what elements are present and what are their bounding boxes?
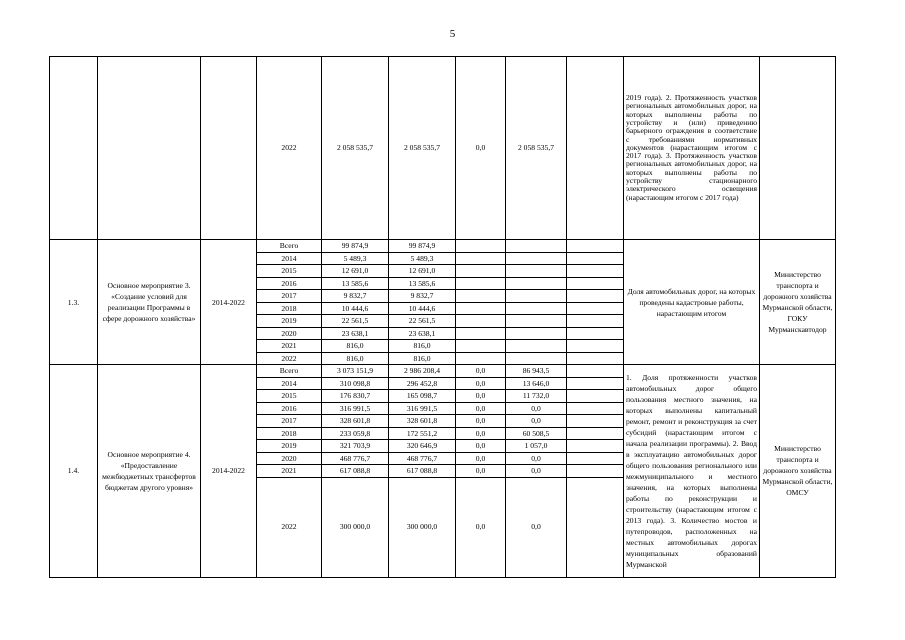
v2-cell: 172 551,2: [389, 427, 456, 440]
empty-cell: [567, 327, 624, 340]
v2-cell: 2 058 535,7: [389, 57, 456, 240]
v2-cell: 5 489,3: [389, 252, 456, 265]
v4-cell: 86 943,5: [506, 365, 567, 378]
empty-cell: [567, 240, 624, 253]
v3-cell: [456, 352, 506, 365]
v2-cell: 300 000,0: [389, 477, 456, 577]
v4-cell: 13 646,0: [506, 377, 567, 390]
year-cell: 2020: [257, 327, 322, 340]
empty-cell: [567, 277, 624, 290]
v4-cell: 0,0: [506, 402, 567, 415]
period-cell: 2014-2022: [201, 240, 257, 365]
year-cell: 2018: [257, 427, 322, 440]
total-cell: 816,0: [322, 340, 389, 353]
table-row: [50, 240, 836, 253]
total-cell: 10 444,6: [322, 302, 389, 315]
empty-cell: [567, 265, 624, 278]
v4-cell: [506, 265, 567, 278]
year-cell: 2020: [257, 452, 322, 465]
empty-cell: [567, 315, 624, 328]
executor-cell: [760, 57, 836, 240]
v3-cell: 0,0: [456, 390, 506, 403]
indicator-cell: 1. Доля протяженности участков автомобильных дорог общего пользования местного значения, на которых выполнены капитальный ремонт, ремонт и реконструкция за счет субсидий (нарастающим итогом с начала реализации программы). 2. Ввод в эксплуатацию автомобильных дорог общего пользования регионального или межмуниципального и местного значения, на которых выполнены работы по реконструкции и строительству (нарастающим итогом с 2013 года). 3. Количество мостов и путепроводов, расположенных на местных автомобильных дорогах муниципальных образований Мурманской: [624, 365, 760, 578]
v2-cell: 2 986 208,4: [389, 365, 456, 378]
year-cell: 2022: [257, 57, 322, 240]
v4-cell: [506, 240, 567, 253]
v2-cell: 468 776,7: [389, 452, 456, 465]
total-cell: 617 088,8: [322, 465, 389, 478]
v3-cell: [456, 265, 506, 278]
v4-cell: 0,0: [506, 452, 567, 465]
v3-cell: 0,0: [456, 365, 506, 378]
year-cell: 2014: [257, 252, 322, 265]
total-cell: 3 073 151,9: [322, 365, 389, 378]
name-cell: [98, 57, 201, 240]
empty-cell: [567, 340, 624, 353]
total-cell: 816,0: [322, 352, 389, 365]
indicator-cell: Доля автомобильных дорог, на которых проведены кадастровые работы, нарастающим итогом: [624, 240, 760, 365]
v4-cell: [506, 252, 567, 265]
year-cell: 2021: [257, 340, 322, 353]
total-cell: 468 776,7: [322, 452, 389, 465]
v2-cell: 320 646,9: [389, 440, 456, 453]
year-cell: 2016: [257, 402, 322, 415]
total-cell: 23 638,1: [322, 327, 389, 340]
total-cell: 328 601,8: [322, 415, 389, 428]
v2-cell: 22 561,5: [389, 315, 456, 328]
v3-cell: [456, 327, 506, 340]
v2-cell: 99 874,9: [389, 240, 456, 253]
year-cell: Всего: [257, 365, 322, 378]
total-cell: 22 561,5: [322, 315, 389, 328]
name-cell: Основное мероприятие 3. «Создание условий для реализации Программы в сфере дорожного хозяйства»: [98, 240, 201, 365]
v4-cell: [506, 315, 567, 328]
name-cell: Основное мероприятие 4. «Предоставление межбюджетных трансфертов бюджетам другого уровня»: [98, 365, 201, 578]
num-cell: 1.4.: [50, 365, 98, 578]
year-cell: 2014: [257, 377, 322, 390]
year-cell: 2021: [257, 465, 322, 478]
total-cell: 310 098,8: [322, 377, 389, 390]
v3-cell: 0,0: [456, 402, 506, 415]
total-cell: 13 585,6: [322, 277, 389, 290]
table-row: [50, 57, 836, 240]
empty-cell: [567, 465, 624, 478]
v2-cell: 23 638,1: [389, 327, 456, 340]
v4-cell: 2 058 535,7: [506, 57, 567, 240]
empty-cell: [567, 252, 624, 265]
year-cell: 2022: [257, 352, 322, 365]
period-cell: [201, 57, 257, 240]
v4-cell: 0,0: [506, 415, 567, 428]
year-cell: Всего: [257, 240, 322, 253]
year-cell: 2018: [257, 302, 322, 315]
empty-cell: [567, 415, 624, 428]
v4-cell: 1 057,0: [506, 440, 567, 453]
empty-cell: [567, 57, 624, 240]
total-cell: 99 874,9: [322, 240, 389, 253]
year-cell: 2015: [257, 265, 322, 278]
v3-cell: 0,0: [456, 415, 506, 428]
v2-cell: 816,0: [389, 352, 456, 365]
total-cell: 176 830,7: [322, 390, 389, 403]
v4-cell: [506, 290, 567, 303]
v4-cell: 0,0: [506, 477, 567, 577]
executor-cell: Министерство транспорта и дорожного хозяйства Мурманской области, ОМСУ: [760, 365, 836, 578]
total-cell: 233 059,8: [322, 427, 389, 440]
v4-cell: [506, 340, 567, 353]
v2-cell: 12 691,0: [389, 265, 456, 278]
year-cell: 2015: [257, 390, 322, 403]
total-cell: 5 489,3: [322, 252, 389, 265]
empty-cell: [567, 290, 624, 303]
total-cell: 2 058 535,7: [322, 57, 389, 240]
year-cell: 2019: [257, 315, 322, 328]
empty-cell: [567, 390, 624, 403]
v4-cell: 60 508,5: [506, 427, 567, 440]
year-cell: 2022: [257, 477, 322, 577]
v2-cell: 10 444,6: [389, 302, 456, 315]
v3-cell: 0,0: [456, 477, 506, 577]
empty-cell: [567, 302, 624, 315]
year-cell: 2017: [257, 290, 322, 303]
v3-cell: 0,0: [456, 465, 506, 478]
v3-cell: [456, 315, 506, 328]
v3-cell: [456, 240, 506, 253]
empty-cell: [567, 377, 624, 390]
total-cell: 316 991,5: [322, 402, 389, 415]
v4-cell: 11 732,0: [506, 390, 567, 403]
page-number: 5: [449, 28, 456, 40]
num-cell: [50, 57, 98, 240]
empty-cell: [567, 352, 624, 365]
table-row: [50, 365, 836, 378]
v2-cell: 816,0: [389, 340, 456, 353]
indicator-cell: 2019 года). 2. Протяженность участков региональных автомобильных дорог, на которых выполнены работы по устройству и (или) приведению барьерного ограждения в соответствие с требованиями нормативных документов (нарастающим итогом с 2017 года). 3. Протяженность участков региональных автомобильных дорог, на которых выполнены работы по устройству стационарного электрического освещения (нарастающим итогом с 2017 года): [624, 57, 760, 240]
total-cell: 300 000,0: [322, 477, 389, 577]
v3-cell: [456, 290, 506, 303]
year-cell: 2017: [257, 415, 322, 428]
v3-cell: [456, 252, 506, 265]
v2-cell: 165 098,7: [389, 390, 456, 403]
program-table: [49, 56, 836, 578]
v4-cell: [506, 327, 567, 340]
v2-cell: 296 452,8: [389, 377, 456, 390]
v4-cell: [506, 302, 567, 315]
v4-cell: [506, 277, 567, 290]
v3-cell: 0,0: [456, 427, 506, 440]
v2-cell: 617 088,8: [389, 465, 456, 478]
executor-cell: Министерство транспорта и дорожного хозяйства Мурманской области, ГОКУ Мурманскавтодор: [760, 240, 836, 365]
v3-cell: 0,0: [456, 377, 506, 390]
year-cell: 2019: [257, 440, 322, 453]
num-cell: 1.3.: [50, 240, 98, 365]
v3-cell: [456, 302, 506, 315]
total-cell: 321 703,9: [322, 440, 389, 453]
total-cell: 9 832,7: [322, 290, 389, 303]
empty-cell: [567, 427, 624, 440]
empty-cell: [567, 402, 624, 415]
empty-cell: [567, 440, 624, 453]
empty-cell: [567, 365, 624, 378]
v2-cell: 13 585,6: [389, 277, 456, 290]
v3-cell: [456, 340, 506, 353]
empty-cell: [567, 477, 624, 577]
period-cell: 2014-2022: [201, 365, 257, 578]
v3-cell: [456, 277, 506, 290]
v2-cell: 316 991,5: [389, 402, 456, 415]
empty-cell: [567, 452, 624, 465]
v2-cell: 9 832,7: [389, 290, 456, 303]
v3-cell: 0,0: [456, 440, 506, 453]
v4-cell: 0,0: [506, 465, 567, 478]
v4-cell: [506, 352, 567, 365]
v3-cell: 0,0: [456, 452, 506, 465]
total-cell: 12 691,0: [322, 265, 389, 278]
year-cell: 2016: [257, 277, 322, 290]
v2-cell: 328 601,8: [389, 415, 456, 428]
v3-cell: 0,0: [456, 57, 506, 240]
